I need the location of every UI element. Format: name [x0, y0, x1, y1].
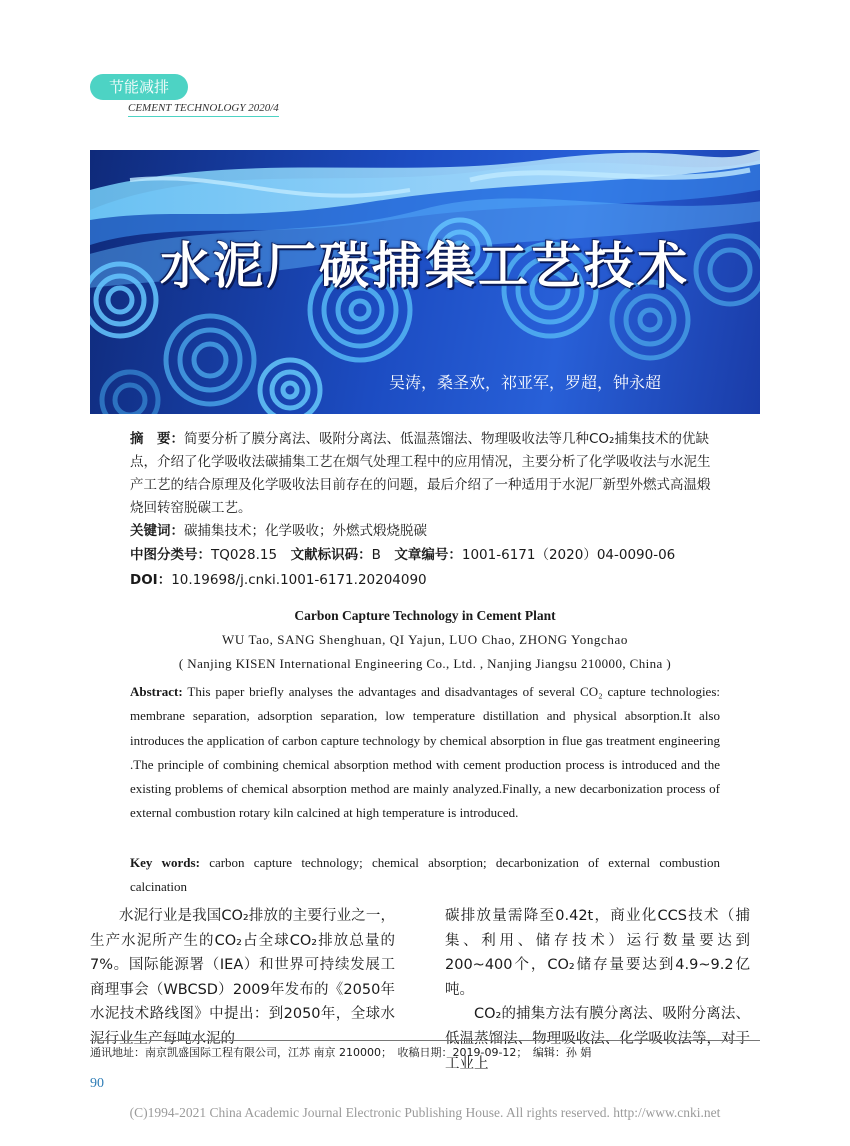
- body-left-column: [90, 904, 395, 1052]
- article-no-value: 1001-6171（2020）04-0090-06: [461, 547, 676, 563]
- abstract-cn: [130, 428, 720, 520]
- doi-label: DOI：: [130, 572, 172, 588]
- english-keywords-label: Key words:: [130, 855, 200, 870]
- english-keywords: [130, 851, 720, 900]
- english-title: Carbon Capture Technology in Cement Plant: [294, 608, 556, 623]
- english-abstract: [130, 680, 720, 826]
- page-title: 水泥厂碳捕集工艺技术: [160, 237, 690, 295]
- body-paragraph: 水泥行业是我国CO₂排放的主要行业之一，生产水泥所产生的CO₂占全球CO₂排放总量的7%。国际能源署（IEA）和世界可持续发展工商理事会（WBCSD）2009年发布的《2050年水泥技术路线图》中提出：到2050年，全球水泥行业生产每吨水泥的: [90, 908, 395, 1047]
- doc-code-label: 文献标识码：: [290, 547, 372, 563]
- clc-label: 中图分类号：: [130, 547, 211, 563]
- abstract-cn-text: 简要分析了膜分离法、吸附分离法、低温蒸馏法、物理吸收法等几种CO₂捕集技术的优缺点，介绍了化学吸收法碳捕集工艺在烟气处理工程中的应用情况，主要分析了化学吸收法与水泥生产工艺的结合原理及化学吸收法目前存在的问题，最后介绍了一种适用于水泥厂新型外燃式高温煅烧回转窑脱碳工艺。: [130, 431, 711, 516]
- keywords-cn: [130, 520, 720, 543]
- keywords-cn-label: 关键词：: [130, 523, 184, 539]
- abstract-cn-label: 摘 要：: [130, 431, 184, 447]
- english-abstract-label: Abstract:: [130, 684, 183, 699]
- article-no-label: 文章编号：: [394, 547, 462, 563]
- english-authors: WU Tao, SANG Shenghuan, QI Yajun, LUO Chao, ZHONG Yongchao: [222, 632, 628, 647]
- english-keywords-text: carbon capture technology; chemical absorption; decarbonization of external combustion calcination: [130, 855, 721, 895]
- doi-value: 10.19698/j.cnki.1001-6171.20204090: [171, 572, 427, 588]
- section-tag: 节能减排: [90, 74, 188, 100]
- english-abstract-text: This paper briefly analyses the advantages and disadvantages of several CO₂ capture technologies: membrane separation, adsorption separation, low temperature distillation and physical absorption.It also introduces the application of carbon capture technology by chemical absorption in flue gas treatment engineering .The principle of combining chemical absorption method with cement production process is introduced and the existing problems of chemical absorption method are mainly analyzed.Finally, a new decarbonization process of external combustion rotary kiln calcined at high temperature is introduced.: [130, 684, 721, 821]
- authors-cn: 吴涛，桑圣欢，祁亚军，罗超，钟永超: [388, 373, 661, 392]
- clc-value: TQ028.15: [211, 547, 278, 563]
- doi-line: [130, 569, 720, 592]
- keywords-cn-text: 碳捕集技术；化学吸收；外燃式煅烧脱碳: [184, 523, 427, 539]
- footer-divider: [90, 1040, 760, 1041]
- page-number: 90: [90, 1076, 104, 1091]
- footer-info: 通讯地址：南京凯盛国际工程有限公司，江苏 南京 210000； 收稿日期：2019-09-12； 编辑：孙 娟: [90, 1046, 592, 1059]
- doc-code-value: B: [371, 547, 381, 563]
- body-paragraph: CO₂的捕集方法有膜分离法、吸附分离法、低温蒸馏法、物理吸收法、化学吸收法等，对于工业上: [445, 1006, 750, 1072]
- body-paragraph: 碳排放量需降至0.42t，商业化CCS技术（捕集、利用、储存技术）运行数量要达到200~400个，CO₂储存量要达到4.9~9.2亿吨。: [445, 908, 750, 998]
- title-banner: [90, 150, 760, 414]
- journal-header: CEMENT TECHNOLOGY 2020/4: [128, 102, 279, 117]
- english-affiliation: ( Nanjing KISEN International Engineering Co., Ltd. , Nanjing Jiangsu 210000, China ): [178, 656, 672, 671]
- copyright-watermark: (C)1994-2021 China Academic Journal Electronic Publishing House. All rights reserved. http://www.cnki.net: [129, 1105, 721, 1120]
- classification-line: [130, 544, 720, 567]
